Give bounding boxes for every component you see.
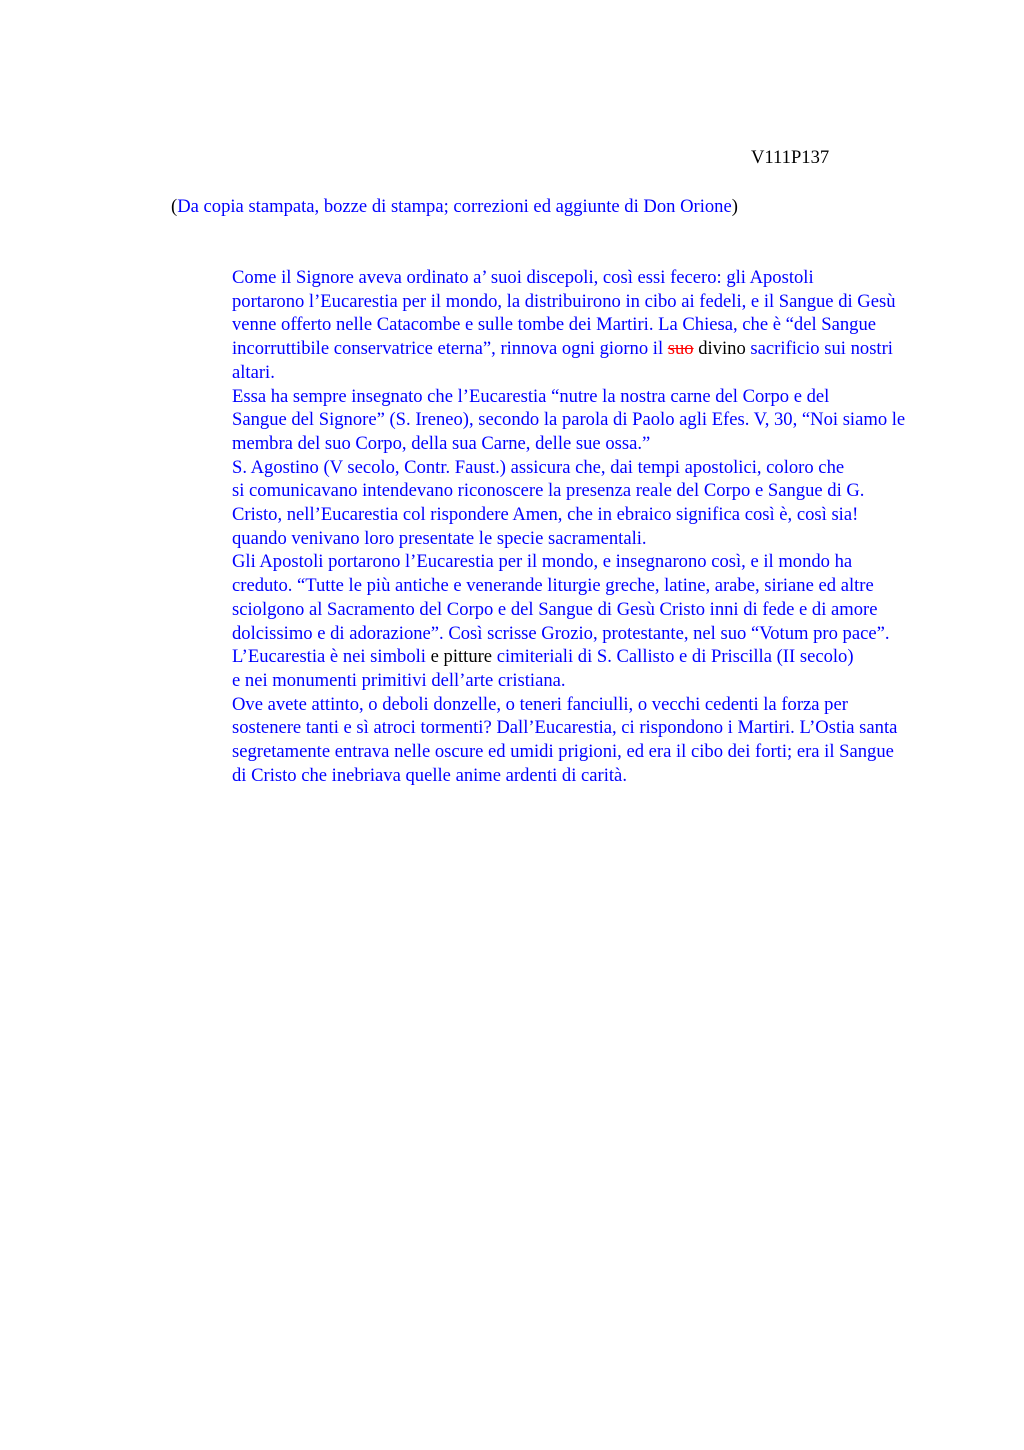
paragraph-4-line-4: dolcissimo e di adorazione”. Così scrisse Grozio, protestante, nel suo “Votum pro pace”.	[232, 622, 890, 644]
paragraph-6-line-3: segretamente entrava nelle oscure ed umidi prigioni, ed era il cibo dei forti; era il Sangue	[232, 741, 894, 763]
paragraph-1-line-5: altari.	[232, 361, 275, 383]
paragraph-4-line-1: Gli Apostoli portarono l’Eucarestia per il mondo, e insegnarono così, e il mondo ha	[232, 551, 853, 573]
paragraph-6-line-1: Ove avete attinto, o deboli donzelle, o teneri fanciulli, o vecchi cedenti la forza per	[232, 693, 848, 715]
source-note	[171, 195, 738, 219]
paragraph-3-line-1: S. Agostino (V secolo, Contr. Faust.) assicura che, dai tempi apostolici, coloro che	[232, 456, 845, 478]
source-note-close-paren: )	[731, 196, 738, 217]
paragraph-2-line-2: Sangue del Signore” (S. Ireneo), secondo la parola di Paolo agli Efes. V, 30, “Noi siamo le	[232, 409, 906, 431]
page-identifier: V111P137	[751, 147, 830, 168]
paragraph-1-line-1: Come il Signore aveva ordinato a’ suoi discepoli, così essi fecero: gli Apostoli	[232, 267, 814, 288]
paragraph-1-line-4	[171, 337, 931, 361]
source-note-text: Da copia stampata, bozze di stampa; correzioni ed aggiunte di Don Orione	[177, 196, 732, 217]
paragraph-3-line-3: Cristo, nell’Eucarestia col rispondere Amen, che in ebraico significa così è, così sia!	[232, 504, 859, 526]
paragraph-5-line-1	[171, 645, 931, 669]
paragraph-4-line-2: creduto. “Tutte le più antiche e venerande liturgie greche, latine, arabe, siriane ed altre	[232, 575, 874, 597]
body-text	[171, 266, 931, 787]
paragraph-5-line-1-start: L’Eucarestia è nei simboli	[232, 646, 431, 668]
deleted-word: suo	[667, 338, 694, 360]
paragraph-6-line-2: sostenere tanti e sì atroci tormenti? Dall’Eucarestia, ci rispondono i Martiri. L’Ostia santa	[232, 717, 898, 739]
paragraph-2-line-1: Essa ha sempre insegnato che l’Eucarestia “nutre la nostra carne del Corpo e del	[232, 385, 830, 407]
inserted-word: divino	[693, 338, 746, 360]
paragraph-3	[171, 456, 931, 551]
paragraph-5-line-2: e nei monumenti primitivi dell’arte cristiana.	[232, 669, 566, 691]
paragraph-2-line-3: membra del suo Corpo, della sua Carne, delle sue ossa.”	[232, 432, 651, 454]
paragraph-1-line-2: portarono l’Eucarestia per il mondo, la distribuirono in cibo ai fedeli, e il Sangue di Gesù	[232, 290, 896, 312]
paragraph-5-line-1-end: cimiteriali di S. Callisto e di Priscilla (II secolo)	[492, 646, 854, 668]
paragraph-6	[171, 693, 931, 788]
paragraph-5	[171, 645, 931, 692]
paragraph-3-line-4: quando venivano loro presentate le specie sacramentali.	[232, 527, 647, 549]
source-note-open-paren: (	[171, 196, 178, 217]
paragraph-4	[171, 550, 931, 645]
paragraph-2	[171, 385, 931, 456]
paragraph-1	[171, 266, 931, 385]
paragraph-1-line-3: venne offerto nelle Catacombe e sulle tombe dei Martiri. La Chiesa, che è “del Sangue	[232, 314, 876, 336]
paragraph-1-line-4-start: incorruttibile conservatrice eterna”, rinnova ogni giorno il	[232, 338, 668, 360]
paragraph-3-line-2: si comunicavano intendevano riconoscere la presenza reale del Corpo e Sangue di G.	[232, 480, 865, 502]
paragraph-6-line-4: di Cristo che inebriava quelle anime ardenti di carità.	[232, 764, 627, 786]
paragraph-4-line-3: sciolgono al Sacramento del Corpo e del Sangue di Gesù Cristo inni di fede e di amore	[232, 598, 878, 620]
inserted-phrase: e pitture	[430, 646, 493, 668]
paragraph-1-line-4-end: sacrificio sui nostri	[745, 338, 893, 360]
